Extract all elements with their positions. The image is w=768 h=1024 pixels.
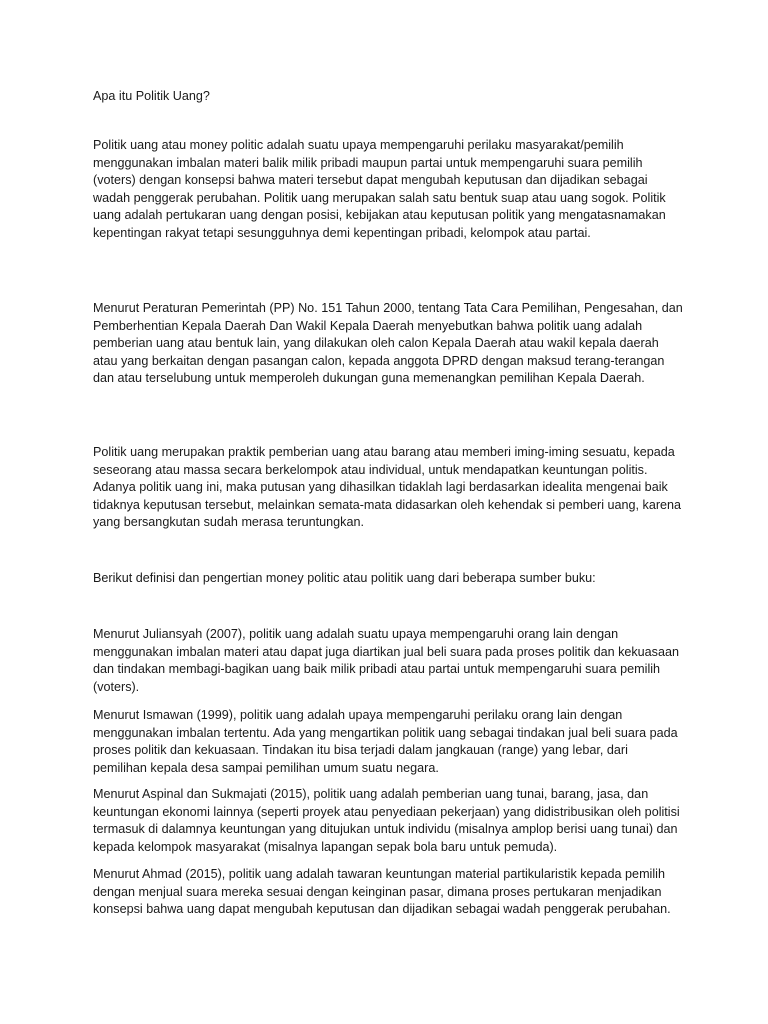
document-title: Apa itu Politik Uang? — [93, 89, 210, 103]
paragraph-pp-151: Menurut Peraturan Pemerintah (PP) No. 151 Tahun 2000, tentang Tata Cara Pemilihan, Pengesahan, dan Pemberhentian Kepala Daerah Dan Wakil Kepala Daerah menyebutkan bahwa politik uang adalah pemberian uang atau bentuk lain, yang dilakukan oleh calon Kepala Daerah atau wakil kepala daerah atau yang berkaitan dengan pasangan calon, kepada anggota DPRD dengan maksud terang-terangan dan atau terselubung untuk memperoleh dukungan guna memenangkan pemilihan Kepala Daerah. — [93, 301, 683, 386]
paragraph-sources-intro: Berikut definisi dan pengertian money politic atau politik uang dari beberapa sumber buku: — [93, 571, 596, 585]
paragraph-ahmad: Menurut Ahmad (2015), politik uang adalah tawaran keuntungan material partikularistik kepada pemilih dengan menjual suara mereka sesuai dengan keinginan pasar, dimana proses pertukaran menjadikan konsepsi bahwa uang dapat mengubah keputusan dan dijadikan sebagai wadah penggerak perubahan. — [93, 867, 671, 917]
paragraph-definition: Politik uang atau money politic adalah suatu upaya mempengaruhi perilaku masyarakat/pemilih menggunakan imbalan materi balik milik pribadi maupun partai untuk mempengaruhi suara pemilih (voters) dengan konsepsi bahwa materi tersebut dapat mengubah keputusan dan dijadikan sebagai wadah penggerak perubahan. Politik uang merupakan salah satu bentuk suap atau uang sogok. Politik uang adalah pertukaran uang dengan posisi, kebijakan atau keputusan politik yang mengatasnamakan kepentingan rakyat tetapi sesungguhnya demi kepentingan pribadi, kelompok atau partai. — [93, 138, 666, 240]
paragraph-ismawan: Menurut Ismawan (1999), politik uang adalah upaya mempengaruhi perilaku orang lain dengan menggunakan imbalan tertentu. Ada yang mengartikan politik uang sebagai tindakan jual beli suara pada proses politik dan kekuasaan. Tindakan itu bisa terjadi dalam jangkauan (range) yang lebar, dari pemilihan kepala desa sampai pemilihan umum suatu negara. — [93, 708, 678, 775]
paragraph-practice: Politik uang merupakan praktik pemberian uang atau barang atau memberi iming-iming sesuatu, kepada seseorang atau massa secara berkelompok atau individual, untuk mendapatkan keuntungan politis. Adanya politik uang ini, maka putusan yang dihasilkan tidaklah lagi berdasarkan idealita mengenai baik tidaknya keputusan tersebut, melainkan semata-mata didasarkan oleh kehendak si pemberi uang, karena yang bersangkutan sudah merasa teruntungkan. — [93, 445, 682, 530]
paragraph-aspinal-sukmajati: Menurut Aspinal dan Sukmajati (2015), politik uang adalah pemberian uang tunai, barang, jasa, dan keuntungan ekonomi lainnya (seperti proyek atau penyediaan pekerjaan) yang didistribusikan oleh politisi termasuk di dalamnya keuntungan yang ditujukan untuk individu (misalnya amplop berisi uang tunai) dan kepada kelompok masyarakat (misalnya lapangan sepak bola baru untuk pemuda). — [93, 787, 680, 854]
paragraph-juliansyah: Menurut Juliansyah (2007), politik uang adalah suatu upaya mempengaruhi orang lain dengan menggunakan imbalan materi atau dapat juga diartikan jual beli suara pada proses politik dan kekuasaan dan tindakan membagi-bagikan uang baik milik pribadi atau partai untuk mempengaruhi suara pemilih (voters). — [93, 627, 679, 694]
